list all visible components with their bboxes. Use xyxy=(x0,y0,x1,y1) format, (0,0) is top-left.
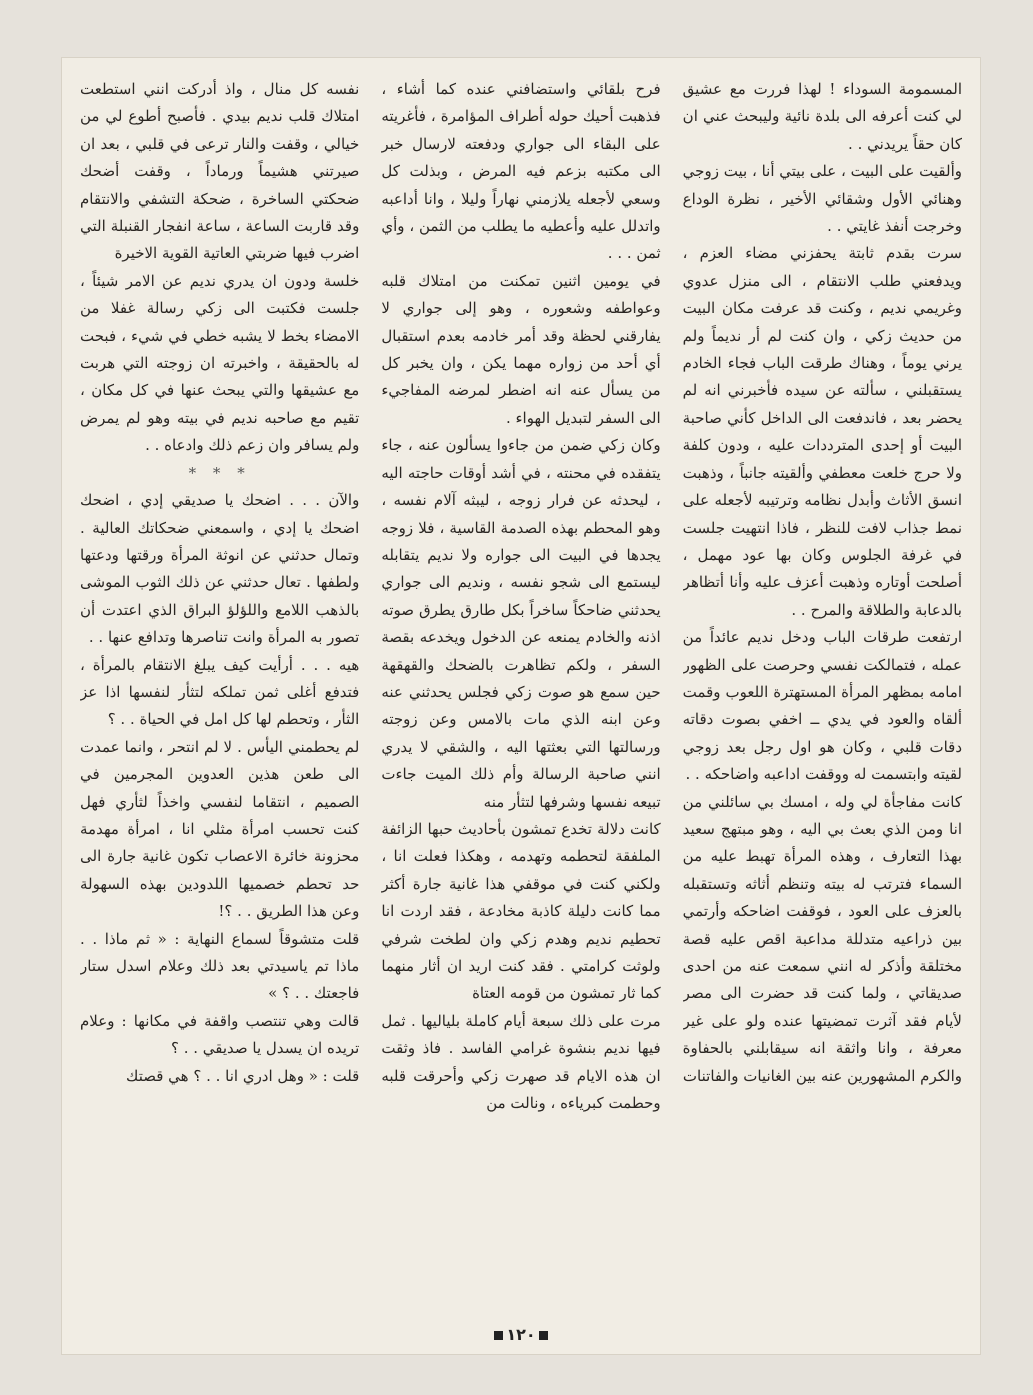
paragraph: نفسه كل منال ، واذ أدركت انني استطعت امتلاك قلب نديم بيدي . فأصبح أطوع لي من خيالي ، وقفت والنار ترعى في قلبي ، بعد ان صيرتني هشيماً ورماداً ، وقفت أضحك ضحكتي الساخرة ، ضحكة التشفي والانتقام وقد قاربت الساعة ، ساعة انفجار القنبلة التي اضرب فيها ضربتي العاتية القوية الاخيرة xyxy=(80,80,360,263)
paragraph: خلسة ودون ان يدري نديم عن الامر شيئاً ، جلست فكتبت الى زكي رسالة غفلا من الامضاء بخط لا يشبه خطي في شيء ، فبحت له بالحقيقة ، واخبرته ان زوجته التي هربت مع عشيقها والتي يبحث عنها في كل مكان ، تقيم مع صاحبه نديم في بيته وهو لم يمرض ولم يسافر وان زعم ذلك وادعاه . . xyxy=(80,271,360,455)
paragraph: كانت مفاجأة لي وله ، امسك بي سائلني من انا ومن الذي بعث بي اليه ، وهو مبتهج سعيد بهذا التعارف ، وهذه المرأة تهبط عليه من السماء فترتب له بيته وتنظم أثاثه وتستقبله بالعزف على العود ، فوقفت اضاحكه وأرتمي بين ذراعيه متدللة مداعبة اقص عليه قصة مختلقة وأذكر له انني سمعت عنه من احدى صديقاتي ، ولما كنت قد حضرت الى مصر لأيام فقد آثرت تمضيتها عنده ولو على غير معرفة ، وانا واثقة انه سيقابلني بالحفاوة والكرم المشهورين عنه بين الغانيات والفاتنات xyxy=(682,792,962,1085)
section-separator: * * * xyxy=(188,463,251,482)
paragraph: كانت دلالة تخدع تمشون بأحاديث حبها الزائفة الملفقة لتحطمه وتهدمه ، وهكذا فعلت انا ، ولكني كنت في موقفي هذا غانية جارة أكثر مما كانت دليلة كاذبة مخادعة ، فقد اردت انا تحطيم نديم وهدم زكي وان لطخت شرفي ولوثت كرامتي . فقد كنت اريد ان أثار منهما كما ثار تمشون من قومه العتاة xyxy=(381,819,661,1003)
square-bullet-icon xyxy=(494,1331,503,1340)
paragraph: في يومين اثنين تمكنت من امتلاك قلبه وعواطفه وشعوره ، وهو إلى جواري لا يفارقني لحظة وقد أمر خادمه بعدم استقبال أي أحد من زواره مهما يكن ، وان يخبر كل من يسأل عنه انه اضطر لمرضه المفاجيء الى السفر لتبديل الهواء . xyxy=(381,271,661,427)
paragraph: وكان زكي ضمن من جاءوا يسألون عنه ، جاء يتفقده في محنته ، في أشد أوقات حاجته اليه ، ليحدثه عن فرار زوجه ، ليبثه آلام نفسه ، وهو المحطم بهذه الصدمة القاسية ، فلا زوجه يجدها في البيت الى جواره ولا نديم يتقابله ليستمع الى شجو نفسه ، ونديم الى جواري يحدثني ضاحكاً ساخراً بكل طارق يطرق صوته اذنه والخادم يمنعه عن الدخول ويخدعه بقصة السفر ، ولكم تظاهرت بالضحك والقهقهة حين سمع هو صوت زكي فجلس يحدثني عنه وعن ابنه الذي مات بالامس وعن زوجته ورسالتها التي بعثتها اليه ، والشقي لا يدري انني صاحبة الرسالة وأم ذلك الميت جاءت تبيعه نفسها وشرفها لتثأر منه xyxy=(381,436,661,811)
paragraph: وألقيت على البيت ، على بيتي أنا ، بيت زوجي وهنائي الأول وشقائي الأخير ، نظرة الوداع وخرجت أنفذ غايتي . . xyxy=(682,162,962,236)
paragraph: فرح بلقائي واستضافني عنده كما أشاء ، فذهبت أحيك حوله أطراف المؤامرة ، فأغريته على البقاء الى جواري ودفعته لارسال خبر الى مكتبه بزعم فيه المرض ، وبذلت كل وسعي لأجعله يلازمني نهاراً وليلا ، وانا أداعبه واتدلل عليه وأعطيه ما يطلب من الثمن ، وأي ثمن . . . xyxy=(381,80,661,263)
page-number-text: ١٢٠ xyxy=(506,1325,536,1344)
text-columns xyxy=(80,76,962,1314)
paragraph: ارتفعت طرقات الباب ودخل نديم عائداً من عمله ، فتمالكت نفسي وحرصت على الظهور امامه بمظهر المرأة المستهترة اللعوب وقمت ألقاه والعود في يدي ــ اخفي بصوت دقاته دقات قلبي ، وكان هو اول رجل بعد زوجي لقيته وابتسمت له ووقفت اداعبه واضاحكه . . xyxy=(682,628,962,784)
magazine-page xyxy=(62,58,980,1354)
paragraph: قالت وهي تنتصب واقفة في مكانها : وعلام تريده ان يسدل يا صديقي . . ؟ xyxy=(80,1011,360,1058)
paragraph: مرت على ذلك سبعة أيام كاملة بلياليها . ثمل فيها نديم بنشوة غرامي الفاسد . فاذ وثقت ان هذه الايام قد صهرت زكي وأحرقت قلبه وحطمت كبرياءه ، ونالت من xyxy=(381,1011,661,1113)
column-middle xyxy=(381,76,660,1314)
paragraph: سرت بقدم ثابتة يحفزني مضاء العزم ، ويدفعني طلب الانتقام ، الى منزل عدوي وغريمي نديم ، وكنت قد عرفت مكان البيت من حديث زكي ، وان كنت لم أر نديماً ولم يرني يوماً ، وهناك طرقت الباب فجاء الخادم يستقبلني ، سألته عن سيده فأخبرني انه لم يحضر بعد ، فاندفعت الى الداخل كأني صاحبة البيت أو إحدى المترددات عليه ، ودون كلفة ولا حرج خلعت معطفي وألقيته جانباً ، وذهبت انسق الأثاث وأبدل نظامه وترتيبه لأجعله على نمط جذاب لافت للنظر ، فاذا انتهيت جلست في غرفة الجلوس وكان بها عود مهمل ، أصلحت أوتاره وذهبت أعزف عليه وأنا أتظاهر بالدعابة والطلاقة والمرح . . xyxy=(682,244,962,619)
paragraph: هيه . . . أرأيت كيف يبلغ الانتقام بالمرأة ، فتدفع أغلى ثمن تملكه لتثأر لنفسها اذا عز الثأر ، وتحطم لها كل امل في الحياة . . ؟ xyxy=(80,655,360,729)
paragraph: قلت متشوقاً لسماع النهاية : « ثم ماذا . . ماذا تم ياسيدتي بعد ذلك وعلام اسدل ستار فاجعتك . . ؟ » xyxy=(80,929,360,1003)
column-right xyxy=(683,76,962,1314)
paragraph: لم يحطمني اليأس . لا لم انتحر ، وانما عمدت الى طعن هذين العدوين المجرمين في الصميم ، انتقاما لنفسي واخذاً لثأري فهل كنت تحسب امرأة مثلي انا ، امرأة مهدمة محزونة خائرة الاعصاب تكون غانية جارة الى حد تحطم خصميها اللدودين بهذه السهولة وعن هذا الطريق . . ؟! xyxy=(80,737,360,921)
paragraph: والآن . . . اضحك يا صديقي إدي ، اضحك اضحك يا إدي ، واسمعني ضحكاتك العالية . وتمال حدثني عن انوثة المرأة ورقتها ودعتها ولطفها . تعال حدثني عن ذلك الثوب الموشى بالذهب اللامع واللؤلؤ البراق الذي اعتدت أن تصور به المرأة وانت تناصرها وتدافع عنها . . xyxy=(80,491,360,647)
page-number xyxy=(62,1325,980,1344)
column-left xyxy=(80,76,359,1314)
paragraph: المسمومة السوداء ! لهذا فررت مع عشيق لي كنت أعرفه الى بلدة نائية وليبحث عني ان كان حقاً يريدني . . xyxy=(682,80,962,153)
square-bullet-icon xyxy=(539,1331,548,1340)
paragraph: قلت : « وهل ادري انا . . ؟ هي قصتك xyxy=(126,1066,360,1085)
